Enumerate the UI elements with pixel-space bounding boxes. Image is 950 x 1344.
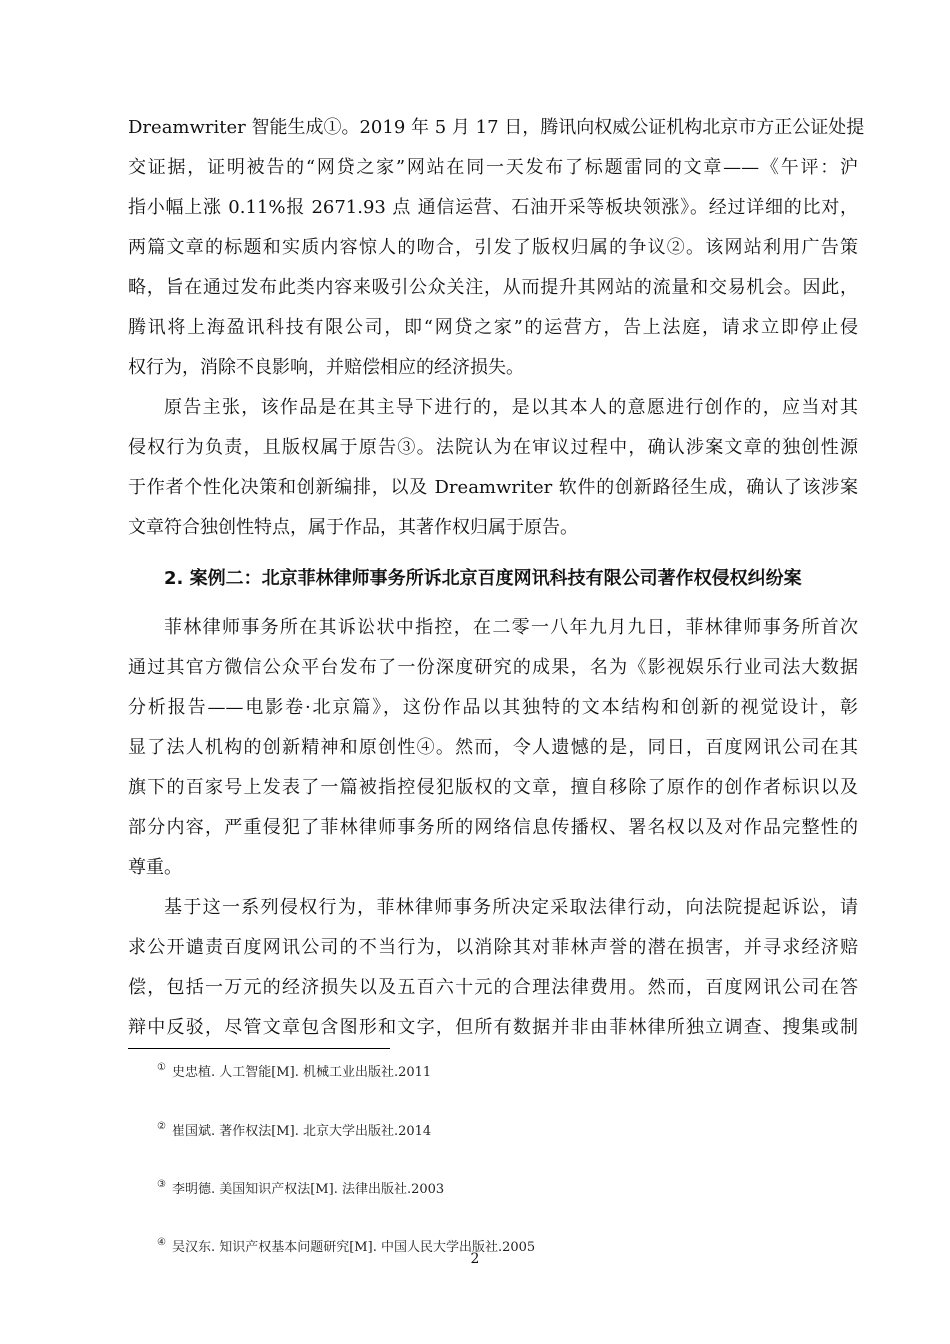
paragraph-line: 偿，包括一万元的经济损失以及五百六十元的合理法律费用。然而，百度网讯公司在答 — [128, 977, 858, 998]
paragraph-line: 显了法人机构的创新精神和原创性④。然而，令人遗憾的是，同日，百度网讯公司在其 — [128, 737, 858, 758]
paragraph-line: 指小幅上涨 0.11%报 2671.93 点 通信运营、石油开采等板块领涨》。经过详细的比对， — [128, 197, 858, 218]
paragraph-line: 辩中反驳，尽管文章包含图形和文字，但所有数据并非由菲林律所独立调查、搜集或制 — [128, 1017, 858, 1038]
footnote-separator — [128, 1048, 390, 1049]
paragraph-line: 侵权行为负责，且版权属于原告③。法院认为在审议过程中，确认涉案文章的独创性源 — [128, 437, 858, 458]
paragraph-line: 交证据，证明被告的“网贷之家”网站在同一天发布了标题雷同的文章——《午评：沪 — [128, 157, 858, 178]
section-heading: 2. 案例二：北京菲林律师事务所诉北京百度网讯科技有限公司著作权侵权纠纷案 — [164, 568, 802, 589]
paragraph-line: 原告主张，该作品是在其主导下进行的，是以其本人的意愿进行创作的，应当对其 — [164, 397, 858, 418]
paragraph-line: 两篇文章的标题和实质内容惊人的吻合，引发了版权归属的争议②。该网站利用广告策 — [128, 237, 858, 258]
paragraph-line: 基于这一系列侵权行为，菲林律师事务所决定采取法律行动，向法院提起诉讼，请 — [164, 897, 858, 918]
paragraph-line: 尊重。 — [128, 857, 182, 878]
footnote-marker: ③ — [157, 1179, 166, 1190]
paragraph-line: 腾讯将上海盈讯科技有限公司，即“网贷之家”的运营方，告上法庭，请求立即停止侵 — [128, 317, 858, 338]
paragraph-line: Dreamwriter 智能生成①。2019 年 5 月 17 日，腾讯向权威公证机构北京市方正公证处提 — [128, 117, 865, 138]
footnote-marker: ④ — [157, 1237, 166, 1248]
paragraph-line: 通过其官方微信公众平台发布了一份深度研究的成果，名为《影视娱乐行业司法大数据 — [128, 657, 858, 678]
paragraph-line: 求公开谴责百度网讯公司的不当行为，以消除其对菲林声誉的潜在损害，并寻求经济赔 — [128, 937, 858, 958]
page-number: 2 — [470, 1251, 480, 1267]
footnote — [157, 1060, 431, 1081]
paragraph-line: 略，旨在通过发布此类内容来吸引公众关注，从而提升其网站的流量和交易机会。因此， — [128, 277, 858, 298]
paragraph-line: 权行为，消除不良影响，并赔偿相应的经济损失。 — [128, 357, 524, 378]
footnote-text: 史忠植. 人工智能[M]. 机械工业出版社.2011 — [171, 1065, 432, 1080]
footnote-marker: ② — [157, 1121, 166, 1132]
paragraph-line: 分析报告——电影卷·北京篇》，这份作品以其独特的文本结构和创新的视觉设计，彰 — [128, 697, 858, 718]
footnote-marker: ① — [157, 1062, 166, 1073]
footnote — [157, 1119, 431, 1140]
footnote — [157, 1177, 444, 1198]
paragraph-line: 旗下的百家号上发表了一篇被指控侵犯版权的文章，擅自移除了原作的创作者标识以及 — [128, 777, 858, 798]
paragraph-line: 菲林律师事务所在其诉讼状中指控，在二零一八年九月九日，菲林律师事务所首次 — [164, 617, 858, 638]
paragraph-line: 于作者个性化决策和创新编排，以及 Dreamwriter 软件的创新路径生成，确认了该涉案 — [128, 477, 858, 498]
footnote-text: 崔国斌. 著作权法[M]. 北京大学出版社.2014 — [171, 1124, 432, 1139]
paragraph-line: 文章符合独创性特点，属于作品，其著作权归属于原告。 — [128, 517, 578, 538]
footnote-text: 李明德. 美国知识产权法[M]. 法律出版社.2003 — [171, 1182, 445, 1197]
footnote-text: 吴汉东. 知识产权基本问题研究[M]. 中国人民大学出版社.2005 — [171, 1240, 536, 1255]
paragraph-line: 部分内容，严重侵犯了菲林律师事务所的网络信息传播权、署名权以及对作品完整性的 — [128, 817, 858, 838]
